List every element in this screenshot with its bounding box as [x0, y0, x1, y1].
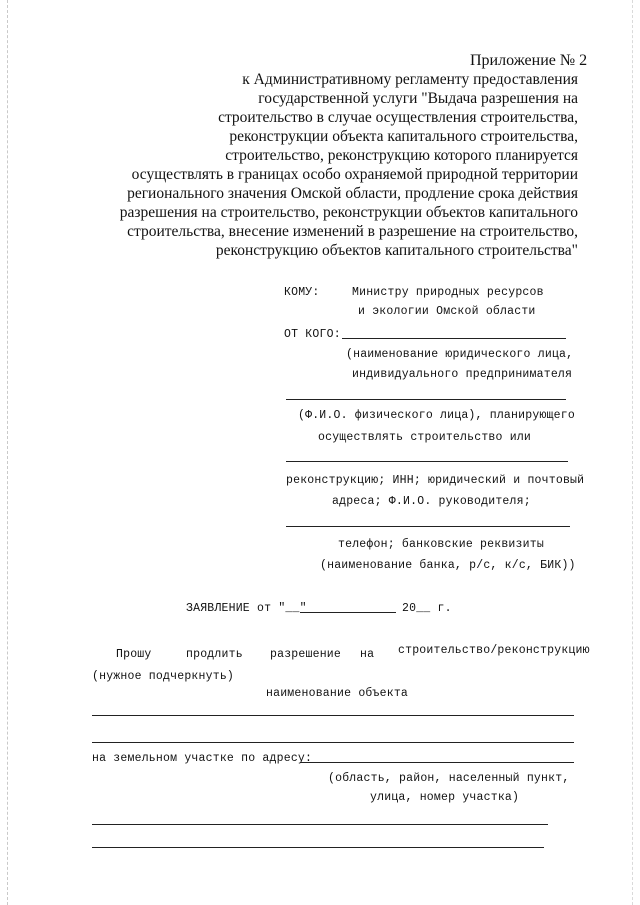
- request-word: на: [360, 648, 375, 661]
- from-hint-line7: телефон; банковские реквизиты: [338, 538, 544, 551]
- address-field-line[interactable]: [92, 824, 548, 825]
- request-word: разрешение: [270, 648, 342, 661]
- from-hint-line5: реконструкцию; ИНН; юридический и почтовый: [286, 474, 585, 487]
- object-field-line[interactable]: [92, 742, 574, 743]
- statement-date-field[interactable]: [300, 612, 396, 613]
- from-field-line[interactable]: [286, 461, 568, 462]
- land-address-field[interactable]: [300, 762, 574, 763]
- regulation-line: разрешения на строительство, реконструкции объектов капитального: [119, 204, 578, 221]
- from-hint-line3: (Ф.И.О. физического лица), планирующего: [298, 409, 575, 422]
- regulation-line: государственной услуги "Выдача разрешения на: [258, 90, 578, 107]
- regulation-line: регионального значения Омской области, продление срока действия: [127, 185, 578, 202]
- from-field-line[interactable]: [342, 338, 566, 339]
- underline-note: (нужное подчеркнуть): [92, 670, 235, 683]
- annex-title: Приложение № 2: [470, 52, 588, 69]
- address-hint-line2: улица, номер участка): [370, 791, 520, 804]
- from-field-line[interactable]: [286, 526, 570, 527]
- from-hint-line8: (наименование банка, р/с, к/с, БИК)): [320, 559, 576, 572]
- regulation-line: реконструкцию объектов капитального строительства": [215, 242, 578, 259]
- to-recipient-line2: и экологии Омской области: [358, 305, 536, 318]
- request-word: Прошу: [116, 648, 152, 661]
- regulation-line: реконструкции объекта капитального строительства,: [229, 128, 578, 145]
- from-hint-line2: индивидуального предпринимателя: [352, 368, 573, 381]
- statement-year: 20__ г.: [402, 602, 452, 615]
- object-field-line[interactable]: [92, 715, 574, 716]
- land-address-label: на земельном участке по адресу:: [92, 752, 313, 765]
- regulation-line: строительство, реконструкцию которого планируется: [225, 147, 578, 164]
- address-hint-line1: (область, район, населенный пункт,: [328, 772, 570, 785]
- from-label: ОТ КОГО:: [284, 328, 341, 341]
- scan-edge-left: [7, 0, 8, 905]
- regulation-line: строительство в случае осуществления строительства,: [218, 109, 578, 126]
- to-label: КОМУ:: [284, 286, 320, 299]
- scan-edge-right: [632, 0, 633, 905]
- from-field-line[interactable]: [286, 399, 566, 400]
- regulation-line: к Административному регламенту предоставления: [242, 71, 578, 88]
- from-hint-line4: осуществлять строительство или: [318, 431, 532, 444]
- regulation-reference: [108, 70, 578, 260]
- from-hint-line6: адреса; Ф.И.О. руководителя;: [332, 495, 531, 508]
- statement-title: ЗАЯВЛЕНИЕ от "__": [186, 602, 307, 615]
- object-caption: наименование объекта: [266, 687, 409, 700]
- request-word: продлить: [186, 648, 243, 661]
- regulation-line: осуществлять в границах особо охраняемой природной территории: [131, 166, 578, 183]
- regulation-line: строительства, внесение изменений в разрешение на строительство,: [127, 223, 578, 240]
- to-recipient-line1: Министру природных ресурсов: [352, 286, 544, 299]
- from-hint-line1: (наименование юридического лица,: [346, 348, 574, 361]
- request-word: строительство/реконструкцию: [398, 644, 590, 657]
- address-field-line[interactable]: [92, 847, 544, 848]
